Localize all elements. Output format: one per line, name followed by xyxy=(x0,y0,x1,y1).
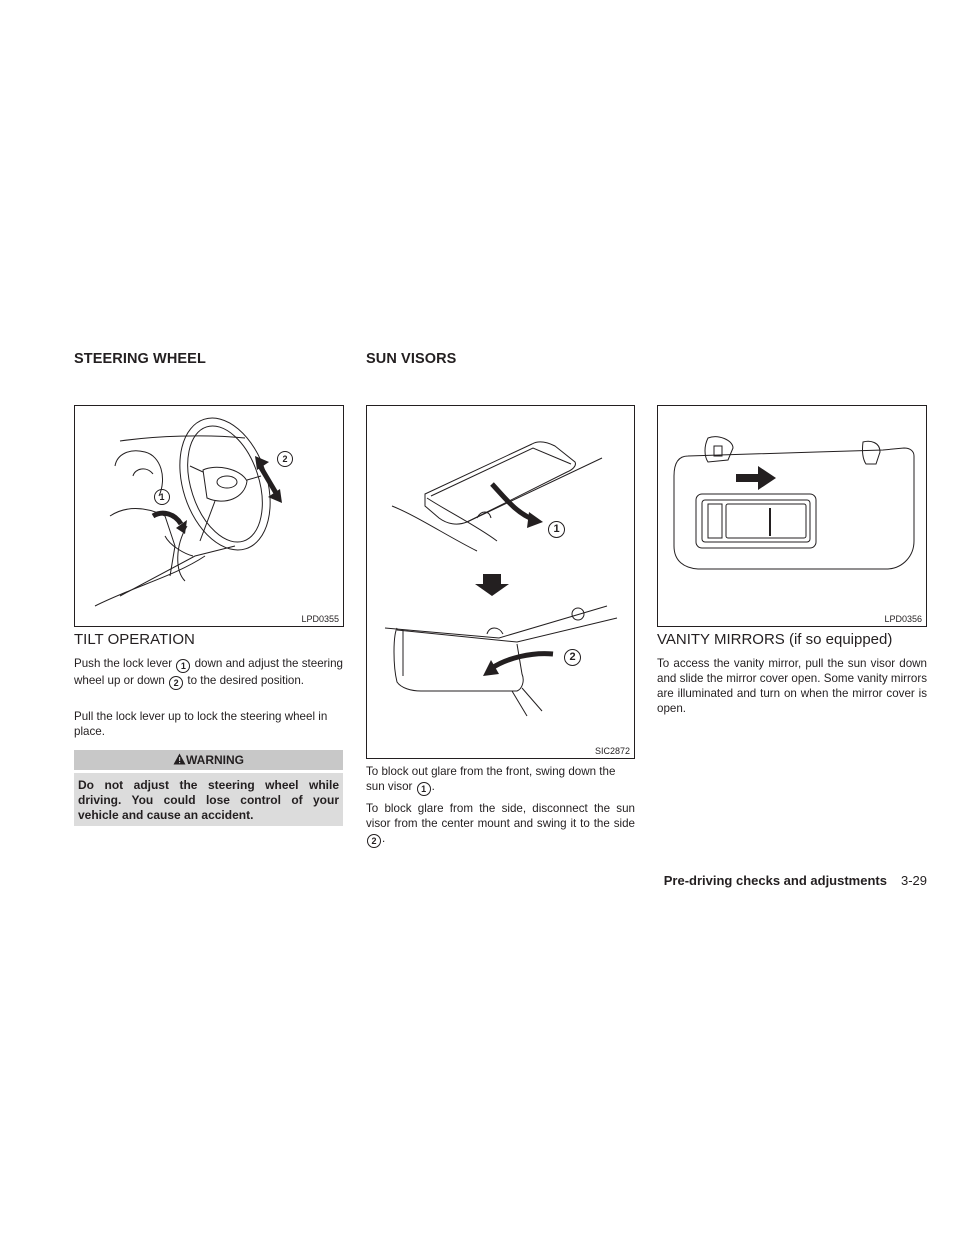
steering-wheel-illustration xyxy=(75,406,343,626)
inline-callout-2: 2 xyxy=(367,834,381,848)
figure-vanity-mirror xyxy=(657,405,927,627)
callout-1: 1 xyxy=(548,521,565,538)
figure-code: LPD0355 xyxy=(301,614,339,624)
page-number: 3-29 xyxy=(900,873,927,888)
warning-header xyxy=(74,750,343,770)
figure-steering-wheel xyxy=(74,405,344,627)
warning-triangle-icon xyxy=(173,753,186,765)
figure-code: LPD0356 xyxy=(884,614,922,624)
callout-1: 1 xyxy=(154,489,170,505)
footer-section: Pre-driving checks and adjustments xyxy=(663,873,887,888)
tilt-paragraph-1: Push the lock lever 1 down and adjust the steering wheel up or down 2 to the desired position. xyxy=(74,657,343,688)
warning-text: Do not adjust the steering wheel while driving. You could lose control of your vehicle and cause an accident. xyxy=(74,773,343,826)
warning-box xyxy=(74,750,343,826)
inline-callout-2: 2 xyxy=(169,676,183,690)
vanity-mirror-illustration xyxy=(658,406,926,626)
figure-code: SIC2872 xyxy=(594,746,630,756)
tilt-paragraph-2: Pull the lock lever up to lock the steering wheel in place. xyxy=(74,710,328,738)
sun-visor-paragraph-1: To block out glare from the front, swing down the sun visor 1 . xyxy=(366,765,616,794)
heading-steering-wheel: STEERING WHEEL xyxy=(74,351,206,367)
callout-2: 2 xyxy=(564,649,581,666)
page-footer xyxy=(664,873,927,888)
sun-visor-illustration xyxy=(367,406,634,758)
subheading-tilt-operation: TILT OPERATION xyxy=(74,631,195,648)
heading-sun-visors: SUN VISORS xyxy=(366,351,457,367)
callout-2: 2 xyxy=(277,451,293,467)
sun-visor-paragraph-2: To block glare from the side, disconnect the sun visor from the center mount and swing it to the side 2 . xyxy=(366,802,635,846)
subheading-vanity-mirrors: VANITY MIRRORS (if so equipped) xyxy=(657,631,893,648)
inline-callout-1: 1 xyxy=(176,659,190,673)
vanity-paragraph: To access the vanity mirror, pull the sun visor down and slide the mirror cover open. Some vanity mirrors are illuminated and turn on when the mirror cover is open. xyxy=(657,657,927,715)
figure-sun-visor xyxy=(366,405,635,759)
inline-callout-1: 1 xyxy=(417,782,431,796)
warning-title: WARNING xyxy=(186,753,244,767)
